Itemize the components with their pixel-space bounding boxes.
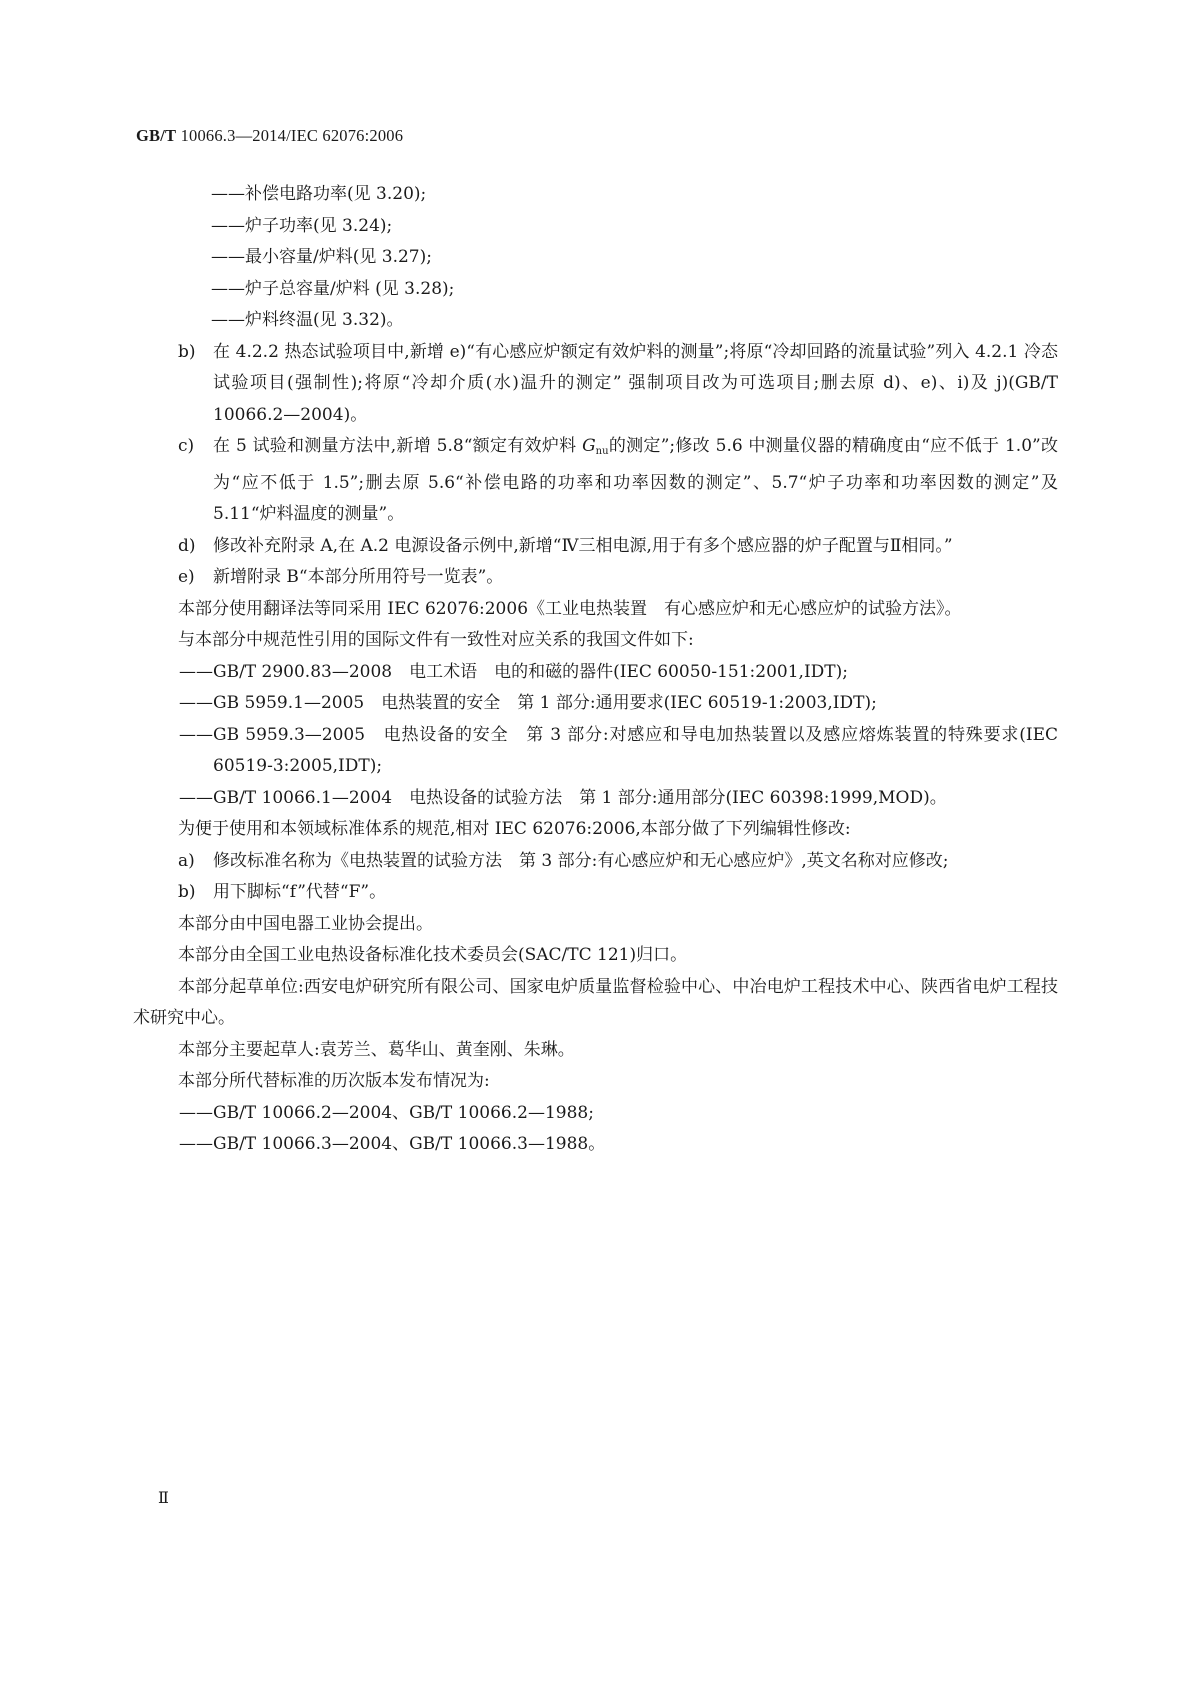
- paragraph-drafting-units: 本部分起草单位:西安电炉研究所有限公司、国家电炉质量监督检验中心、中冶电炉工程技术中心、陕西省电炉工程技术研究中心。: [133, 976, 1058, 1028]
- item-label: e): [178, 567, 195, 587]
- paragraph-translation: 本部分使用翻译法等同采用 IEC 62076:2006《工业电热装置 有心感应炉和无心感应炉的试验方法》。: [178, 598, 962, 619]
- dash-item: ——炉子功率(见 3.24);: [211, 215, 393, 236]
- item-text: 新增附录 B“本部分所用符号一览表”。: [213, 567, 504, 587]
- dash-item: ——炉料终温(见 3.32)。: [211, 310, 404, 330]
- header-standard-prefix: GB/T: [136, 126, 177, 145]
- header-standard-number: 10066.3—2014/IEC 62076:2006: [180, 126, 404, 145]
- symbol-subscript: nu: [595, 446, 609, 457]
- paragraph-tc: 本部分由全国工业电热设备标准化技术委员会(SAC/TC 121)归口。: [178, 945, 688, 965]
- item-label: a): [178, 850, 195, 871]
- item-label: d): [178, 535, 196, 556]
- ref-item: ——GB 5959.1—2005 电热装置的安全 第 1 部分:通用要求(IEC 60519-1:2003,IDT);: [179, 693, 877, 713]
- dash-item: ——炉子总容量/炉料 (见 3.28);: [211, 278, 455, 299]
- change-item-d: [133, 531, 1058, 563]
- item-text: 修改标准名称为《电热装置的试验方法 第 3 部分:有心感应炉和无心感应炉》,英文名称对应修改;: [213, 850, 949, 871]
- document-header: [136, 126, 403, 146]
- paragraph-proposed: 本部分由中国电器工业协会提出。: [178, 913, 433, 934]
- item-text: 在 4.2.2 热态试验项目中,新增 e)“有心感应炉额定有效炉料的测量”;将原“冷却回路的流量试验”列入 4.2.1 冷态试验项目(强制性);将原“冷却介质(水)温升的测定” 强制项目改为可选项目;删去原 d)、e)、i)及 j)(GB/T 10066.2—2004)。: [213, 341, 1058, 425]
- item-label: c): [178, 436, 195, 456]
- history-item: ——GB/T 10066.2—2004、GB/T 10066.2—1988;: [179, 1102, 594, 1123]
- dash-item: ——补偿电路功率(见 3.20);: [211, 184, 427, 204]
- item-label: b): [178, 341, 196, 362]
- change-item-c: [133, 431, 1058, 531]
- paragraph-drafters: 本部分主要起草人:袁芳兰、葛华山、黄奎刚、朱琳。: [178, 1039, 575, 1060]
- item-text: 在 5 试验和测量方法中,新增 5.8“额定有效炉料 $G_{nu}$的测定”;修改 5.6 中测量仪器的精确度由“应不低于 1.0”改为“应不低于 1.5”;删去原 5.6“补偿电路的功率和功率因数的测定”、5.7“炉子功率和功率因数的测定”及 5.11“炉料温度的测量”。: [213, 436, 1058, 524]
- ref-item: ——GB/T 10066.1—2004 电热设备的试验方法 第 1 部分:通用部分(IEC 60398:1999,MOD)。: [179, 787, 947, 808]
- history-item: ——GB/T 10066.3—2004、GB/T 10066.3—1988。: [179, 1134, 606, 1154]
- paragraph-history: 本部分所代替标准的历次版本发布情况为:: [178, 1071, 490, 1091]
- ref-item: ——GB 5959.3—2005 电热设备的安全 第 3 部分:对感应和导电加热装置以及感应熔炼装置的特殊要求(IEC 60519-3:2005,IDT);: [179, 724, 1058, 776]
- paragraph-editorial: 为便于使用和本领域标准体系的规范,相对 IEC 62076:2006,本部分做了下列编辑性修改:: [178, 819, 851, 839]
- paragraph-refs-intro: 与本部分中规范性引用的国际文件有一致性对应关系的我国文件如下:: [178, 630, 694, 650]
- ref-item: ——GB/T 2900.83—2008 电工术语 电的和磁的器件(IEC 60050-151:2001,IDT);: [179, 661, 848, 682]
- item-label: b): [178, 882, 196, 902]
- change-item-b: [133, 337, 1058, 432]
- dash-item: ——最小容量/炉料(见 3.27);: [211, 247, 432, 267]
- item-text: 修改补充附录 A,在 A.2 电源设备示例中,新增“Ⅳ三相电源,用于有多个感应器的炉子配置与Ⅱ相同。”: [213, 535, 953, 556]
- change-item-e: [133, 562, 1058, 594]
- editorial-item-b: [133, 877, 1058, 909]
- document-body: [133, 179, 1058, 1161]
- symbol-g: G: [582, 436, 596, 456]
- page-number: Ⅱ: [158, 1488, 169, 1507]
- editorial-item-a: [133, 846, 1058, 878]
- item-text: 用下脚标“f”代替“F”。: [213, 882, 387, 902]
